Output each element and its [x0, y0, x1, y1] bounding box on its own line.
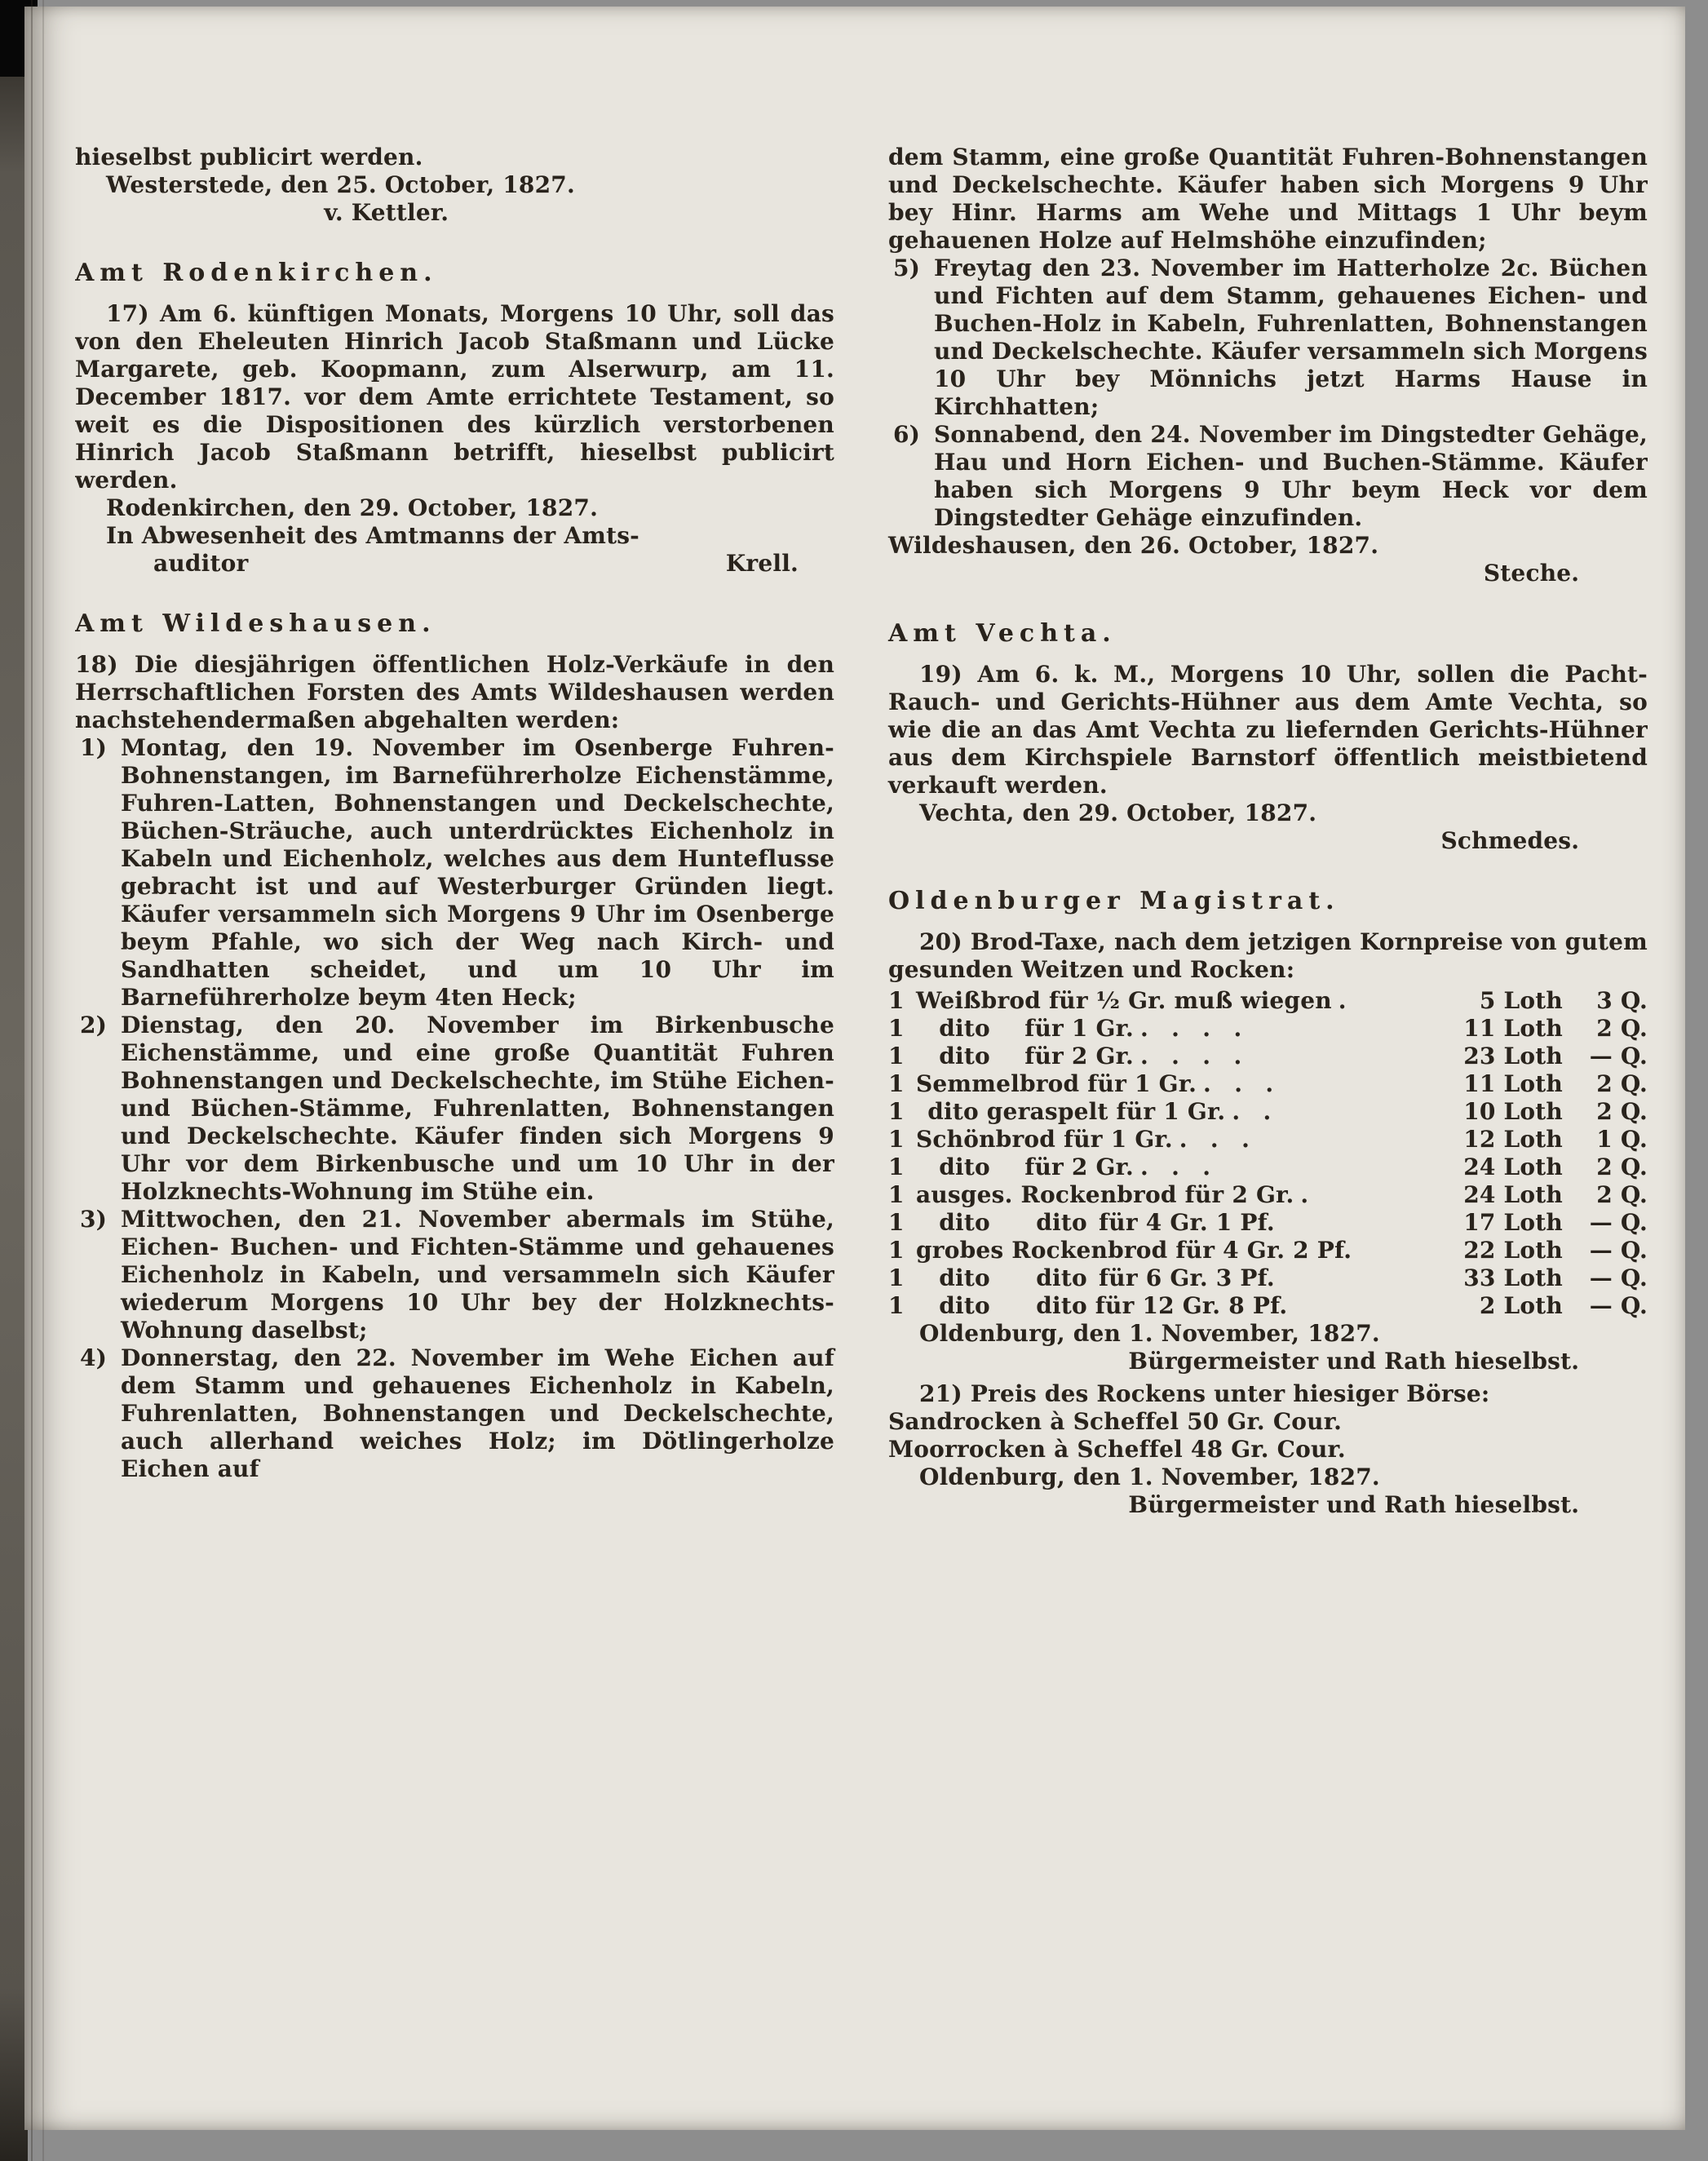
- taxe-weight: 24 Loth: [1463, 1154, 1563, 1180]
- taxe-qty: 1: [888, 1098, 905, 1125]
- taxe-dot-leader: . . .: [1179, 1126, 1250, 1153]
- schedule-item-number: 1): [80, 734, 108, 761]
- schedule-item-text: Mittwochen, den 21. November abermals im Stühe, Eichen- Buchen- und Fichten-Stämme und gehauenes Eichenholz in Kabeln, und versammeln sich Käufer wiederum Morgens 10 Uhr bey der Holzknechts-Wohnung daselbst;: [121, 1206, 834, 1344]
- taxe-row: [888, 1098, 1648, 1126]
- taxe-qty: 1: [888, 1154, 905, 1180]
- taxe-row: [888, 1264, 1648, 1292]
- taxe-quentchen: 2 Q.: [1596, 1015, 1648, 1042]
- taxe-qty: 1: [888, 1126, 905, 1153]
- taxe-quentchen: 2 Q.: [1596, 1098, 1648, 1125]
- taxe-row: [888, 1070, 1648, 1098]
- notice-21-line-sandrocken: Sandrocken à Scheffel 50 Gr. Cour.: [888, 1408, 1343, 1435]
- schedule-item-number: 2): [80, 1012, 108, 1038]
- notice-17: 17) Am 6. künftigen Monats, Morgens 10 Uhr, soll das von den Eheleuten Hinrich Jacob Staßmann und Lücke Margarete, geb. Koopmann, zum Alserwurp, am 11. December 1817. vor dem Amte errichtete Testament, so weit es die Dispositionen des kürzlich verstorbenen Hinrich Jacob Staßmann betrifft, hieselbst publicirt werden.: [75, 300, 834, 494]
- taxe-desc: dito dito für 4 Gr. 1 Pf.: [916, 1209, 1275, 1236]
- taxe-dot-leader: .: [1338, 987, 1347, 1014]
- taxe-row: [888, 1126, 1648, 1154]
- signature-name: Krell.: [725, 550, 799, 577]
- notice-21-intro: 21) Preis des Rockens unter hiesiger Börse:: [919, 1380, 1490, 1407]
- taxe-desc: dito für 2 Gr.: [916, 1154, 1134, 1180]
- taxe-qty: 1: [888, 987, 905, 1014]
- vechta-dateline: Vechta, den 29. October, 1827.: [919, 799, 1317, 826]
- vechta-signature: Schmedes.: [1440, 827, 1580, 854]
- taxe-dot-leader: . . .: [1203, 1070, 1274, 1097]
- magistrat-signature-1: Bürgermeister und Rath hieselbst.: [1128, 1348, 1580, 1375]
- page-edge-line: [31, 0, 33, 2161]
- schedule-item-text: Freytag den 23. November im Hatterholze 2c. Büchen und Fichten auf dem Stamm, gehauenes Eichen- und Buchen-Holz in Kabeln, Fuhrenlatten, Bohnenstangen und Deckelschechte. Käufer versammeln sich Morgens 10 Uhr bey Mönnichs jetzt Harms Hause in Kirchhatten;: [934, 255, 1648, 420]
- taxe-desc: ausges. Rockenbrod für 2 Gr.: [916, 1181, 1294, 1208]
- taxe-quentchen: — Q.: [1589, 1043, 1648, 1069]
- taxe-desc: dito für 1 Gr.: [916, 1015, 1134, 1042]
- taxe-qty: 1: [888, 1209, 905, 1236]
- schedule-item-number: 3): [80, 1206, 108, 1233]
- page-edge-line: [42, 0, 44, 2161]
- taxe-weight: 11 Loth: [1463, 1015, 1563, 1042]
- left-column: [75, 144, 834, 2120]
- taxe-qty: 1: [888, 1043, 905, 1069]
- taxe-quentchen: 2 Q.: [1596, 1181, 1648, 1208]
- magistrat-signature-2: Bürgermeister und Rath hieselbst.: [1128, 1491, 1580, 1518]
- notice-21-line-moorrocken: Moorrocken à Scheffel 48 Gr. Cour.: [888, 1436, 1346, 1463]
- taxe-dot-leader: . . .: [1140, 1154, 1211, 1180]
- taxe-qty: 1: [888, 1015, 905, 1042]
- magistrat-dateline-1: Oldenburg, den 1. November, 1827.: [919, 1320, 1380, 1347]
- taxe-weight: 12 Loth: [1463, 1126, 1563, 1153]
- taxe-desc: Schönbrod für 1 Gr.: [916, 1126, 1173, 1153]
- magistrat-dateline-2: Oldenburg, den 1. November, 1827.: [919, 1464, 1380, 1490]
- taxe-row: [888, 1292, 1648, 1320]
- rodenkirchen-signature-line1: In Abwesenheit des Amtmanns der Amts-: [106, 522, 639, 549]
- book-spine-edge: [0, 0, 28, 2161]
- taxe-row: [888, 1154, 1648, 1181]
- schedule-item-6: [888, 421, 1648, 532]
- taxe-desc: dito dito für 12 Gr. 8 Pf.: [916, 1292, 1288, 1319]
- schedule-item-5: [888, 255, 1648, 421]
- heading-amt-rodenkirchen: Amt Rodenkirchen.: [75, 259, 438, 287]
- schedule-item-4: [75, 1344, 834, 1483]
- taxe-dot-leader: . .: [1232, 1098, 1272, 1125]
- signature-role: auditor: [153, 550, 249, 577]
- taxe-row: [888, 1181, 1648, 1209]
- taxe-dot-leader: . . . .: [1140, 1043, 1242, 1069]
- carryover-text: dem Stamm, eine große Quantität Fuhren-Bohnenstangen und Deckelschechte. Käufer haben sich Morgens 9 Uhr bey Hinr. Harms am Wehe und Mittags 1 Uhr beym gehauenen Holze auf Helmshöhe einzufinden;: [888, 144, 1648, 254]
- heading-amt-vechta: Amt Vechta.: [888, 619, 1117, 648]
- taxe-quentchen: 1 Q.: [1596, 1126, 1648, 1153]
- rodenkirchen-dateline: Rodenkirchen, den 29. October, 1827.: [106, 494, 599, 521]
- taxe-quentchen: — Q.: [1589, 1237, 1648, 1264]
- taxe-quentchen: 2 Q.: [1596, 1154, 1648, 1180]
- brod-taxe-table: [888, 987, 1648, 1320]
- taxe-qty: 1: [888, 1070, 905, 1097]
- taxe-row: [888, 987, 1648, 1015]
- taxe-desc: dito für 2 Gr.: [916, 1043, 1134, 1069]
- notice-18-intro: 18) Die diesjährigen öffentlichen Holz-Verkäufe in den Herrschaftlichen Forsten des Amts Wildeshausen werden nachstehendermaßen abgehalten werden:: [75, 651, 834, 733]
- taxe-quentchen: — Q.: [1589, 1264, 1648, 1291]
- schedule-item-3: [75, 1206, 834, 1344]
- wildeshausen-dateline: Wildeshausen, den 26. October, 1827.: [888, 532, 1379, 559]
- right-column: [888, 144, 1648, 2120]
- schedule-item-number: 5): [893, 255, 921, 281]
- taxe-row: [888, 1015, 1648, 1043]
- heading-amt-wildeshausen: Amt Wildeshausen.: [75, 609, 436, 638]
- taxe-qty: 1: [888, 1264, 905, 1291]
- notice-19: 19) Am 6. k. M., Morgens 10 Uhr, sollen die Pacht- Rauch- und Gerichts-Hühner aus dem Amte Vechta, so wie die an das Amt Vechta zu liefernden Gerichts-Hühner aus dem Kirchspiele Barnstorf öffentlich meistbietend verkauft werden.: [888, 661, 1648, 799]
- taxe-row: [888, 1043, 1648, 1070]
- taxe-desc: Weißbrod für ½ Gr. muß wiegen: [916, 987, 1332, 1014]
- taxe-weight: 17 Loth: [1463, 1209, 1563, 1236]
- westerstede-signature: v. Kettler.: [324, 199, 449, 226]
- taxe-qty: 1: [888, 1181, 905, 1208]
- taxe-weight: 23 Loth: [1463, 1043, 1563, 1069]
- taxe-qty: 1: [888, 1292, 905, 1319]
- taxe-weight: 5 Loth: [1479, 987, 1563, 1014]
- taxe-weight: 22 Loth: [1463, 1237, 1563, 1264]
- schedule-item-text: Dienstag, den 20. November im Birkenbusche Eichenstämme, und eine große Quantität Fuhren Bohnenstangen und Deckelschechte, im Stühe Eichen- und Büchen-Stämme, Fuhrenlatten, Bohnenstangen und Deckelschechte. Käufer finden sich Morgens 9 Uhr vor dem Birkenbusche und um 10 Uhr in der Holzknechts-Wohnung im Stühe ein.: [121, 1012, 834, 1205]
- taxe-qty: 1: [888, 1237, 905, 1264]
- heading-oldenburger-magistrat: Oldenburger Magistrat.: [888, 887, 1340, 915]
- taxe-weight: 33 Loth: [1463, 1264, 1563, 1291]
- carryover-text: hieselbst publicirt werden.: [75, 144, 423, 170]
- page-content: [75, 144, 1648, 2120]
- taxe-desc: Semmelbrod für 1 Gr.: [916, 1070, 1197, 1097]
- taxe-quentchen: 2 Q.: [1596, 1070, 1648, 1097]
- taxe-desc: grobes Rockenbrod für 4 Gr. 2 Pf.: [916, 1237, 1352, 1264]
- schedule-item-text: Sonnabend, den 24. November im Dingstedter Gehäge, Hau und Horn Eichen- und Buchen-Stämme. Käufer haben sich Morgens 9 Uhr beym Heck vor dem Dingstedter Gehäge einzufinden.: [934, 421, 1648, 531]
- taxe-quentchen: — Q.: [1589, 1292, 1648, 1319]
- taxe-weight: 2 Loth: [1479, 1292, 1563, 1319]
- taxe-row: [888, 1237, 1648, 1264]
- taxe-desc: dito geraspelt für 1 Gr.: [916, 1098, 1226, 1125]
- taxe-dot-leader: . . . .: [1140, 1015, 1242, 1042]
- schedule-item-text: Donnerstag, den 22. November im Wehe Eichen auf dem Stamm und gehauenes Eichenholz in Kabeln, Fuhrenlatten, Bohnenstangen und Deckelschechte, auch allerhand weiches Holz; im Dötlingerholze Eichen auf: [121, 1344, 834, 1482]
- taxe-dot-leader: .: [1300, 1181, 1309, 1208]
- wildeshausen-signature: Steche.: [1483, 560, 1580, 587]
- notice-20-intro: 20) Brod-Taxe, nach dem jetzigen Kornpreise von gutem gesunden Weitzen und Rocken:: [888, 928, 1648, 983]
- taxe-quentchen: 3 Q.: [1596, 987, 1648, 1014]
- taxe-weight: 24 Loth: [1463, 1181, 1563, 1208]
- schedule-item-number: 4): [80, 1344, 108, 1371]
- schedule-item-number: 6): [893, 421, 921, 448]
- taxe-quentchen: — Q.: [1589, 1209, 1648, 1236]
- taxe-row: [888, 1209, 1648, 1237]
- taxe-weight: 11 Loth: [1463, 1070, 1563, 1097]
- schedule-item-1: [75, 734, 834, 1012]
- schedule-item-2: [75, 1012, 834, 1206]
- rodenkirchen-signature-line2: [75, 550, 834, 578]
- taxe-weight: 10 Loth: [1463, 1098, 1563, 1125]
- taxe-desc: dito dito für 6 Gr. 3 Pf.: [916, 1264, 1275, 1291]
- schedule-item-text: Montag, den 19. November im Osenberge Fuhren-Bohnenstangen, im Barneführerholze Eichenstämme, Fuhren-Latten, Bohnenstangen und Deckelschechte, Büchen-Sträuche, auch unterdrücktes Eichenholz in Kabeln und Eichenholz, welches aus dem Hunteflusse gebracht ist und auf Westerburger Gründen liegt. Käufer versammeln sich Morgens 9 Uhr im Osenberge beym Pfahle, wo sich der Weg nach Kirch- und Sandhatten scheidet, und um 10 Uhr im Barneführerholze beym 4ten Heck;: [121, 734, 834, 1011]
- westerstede-dateline: Westerstede, den 25. October, 1827.: [106, 171, 575, 198]
